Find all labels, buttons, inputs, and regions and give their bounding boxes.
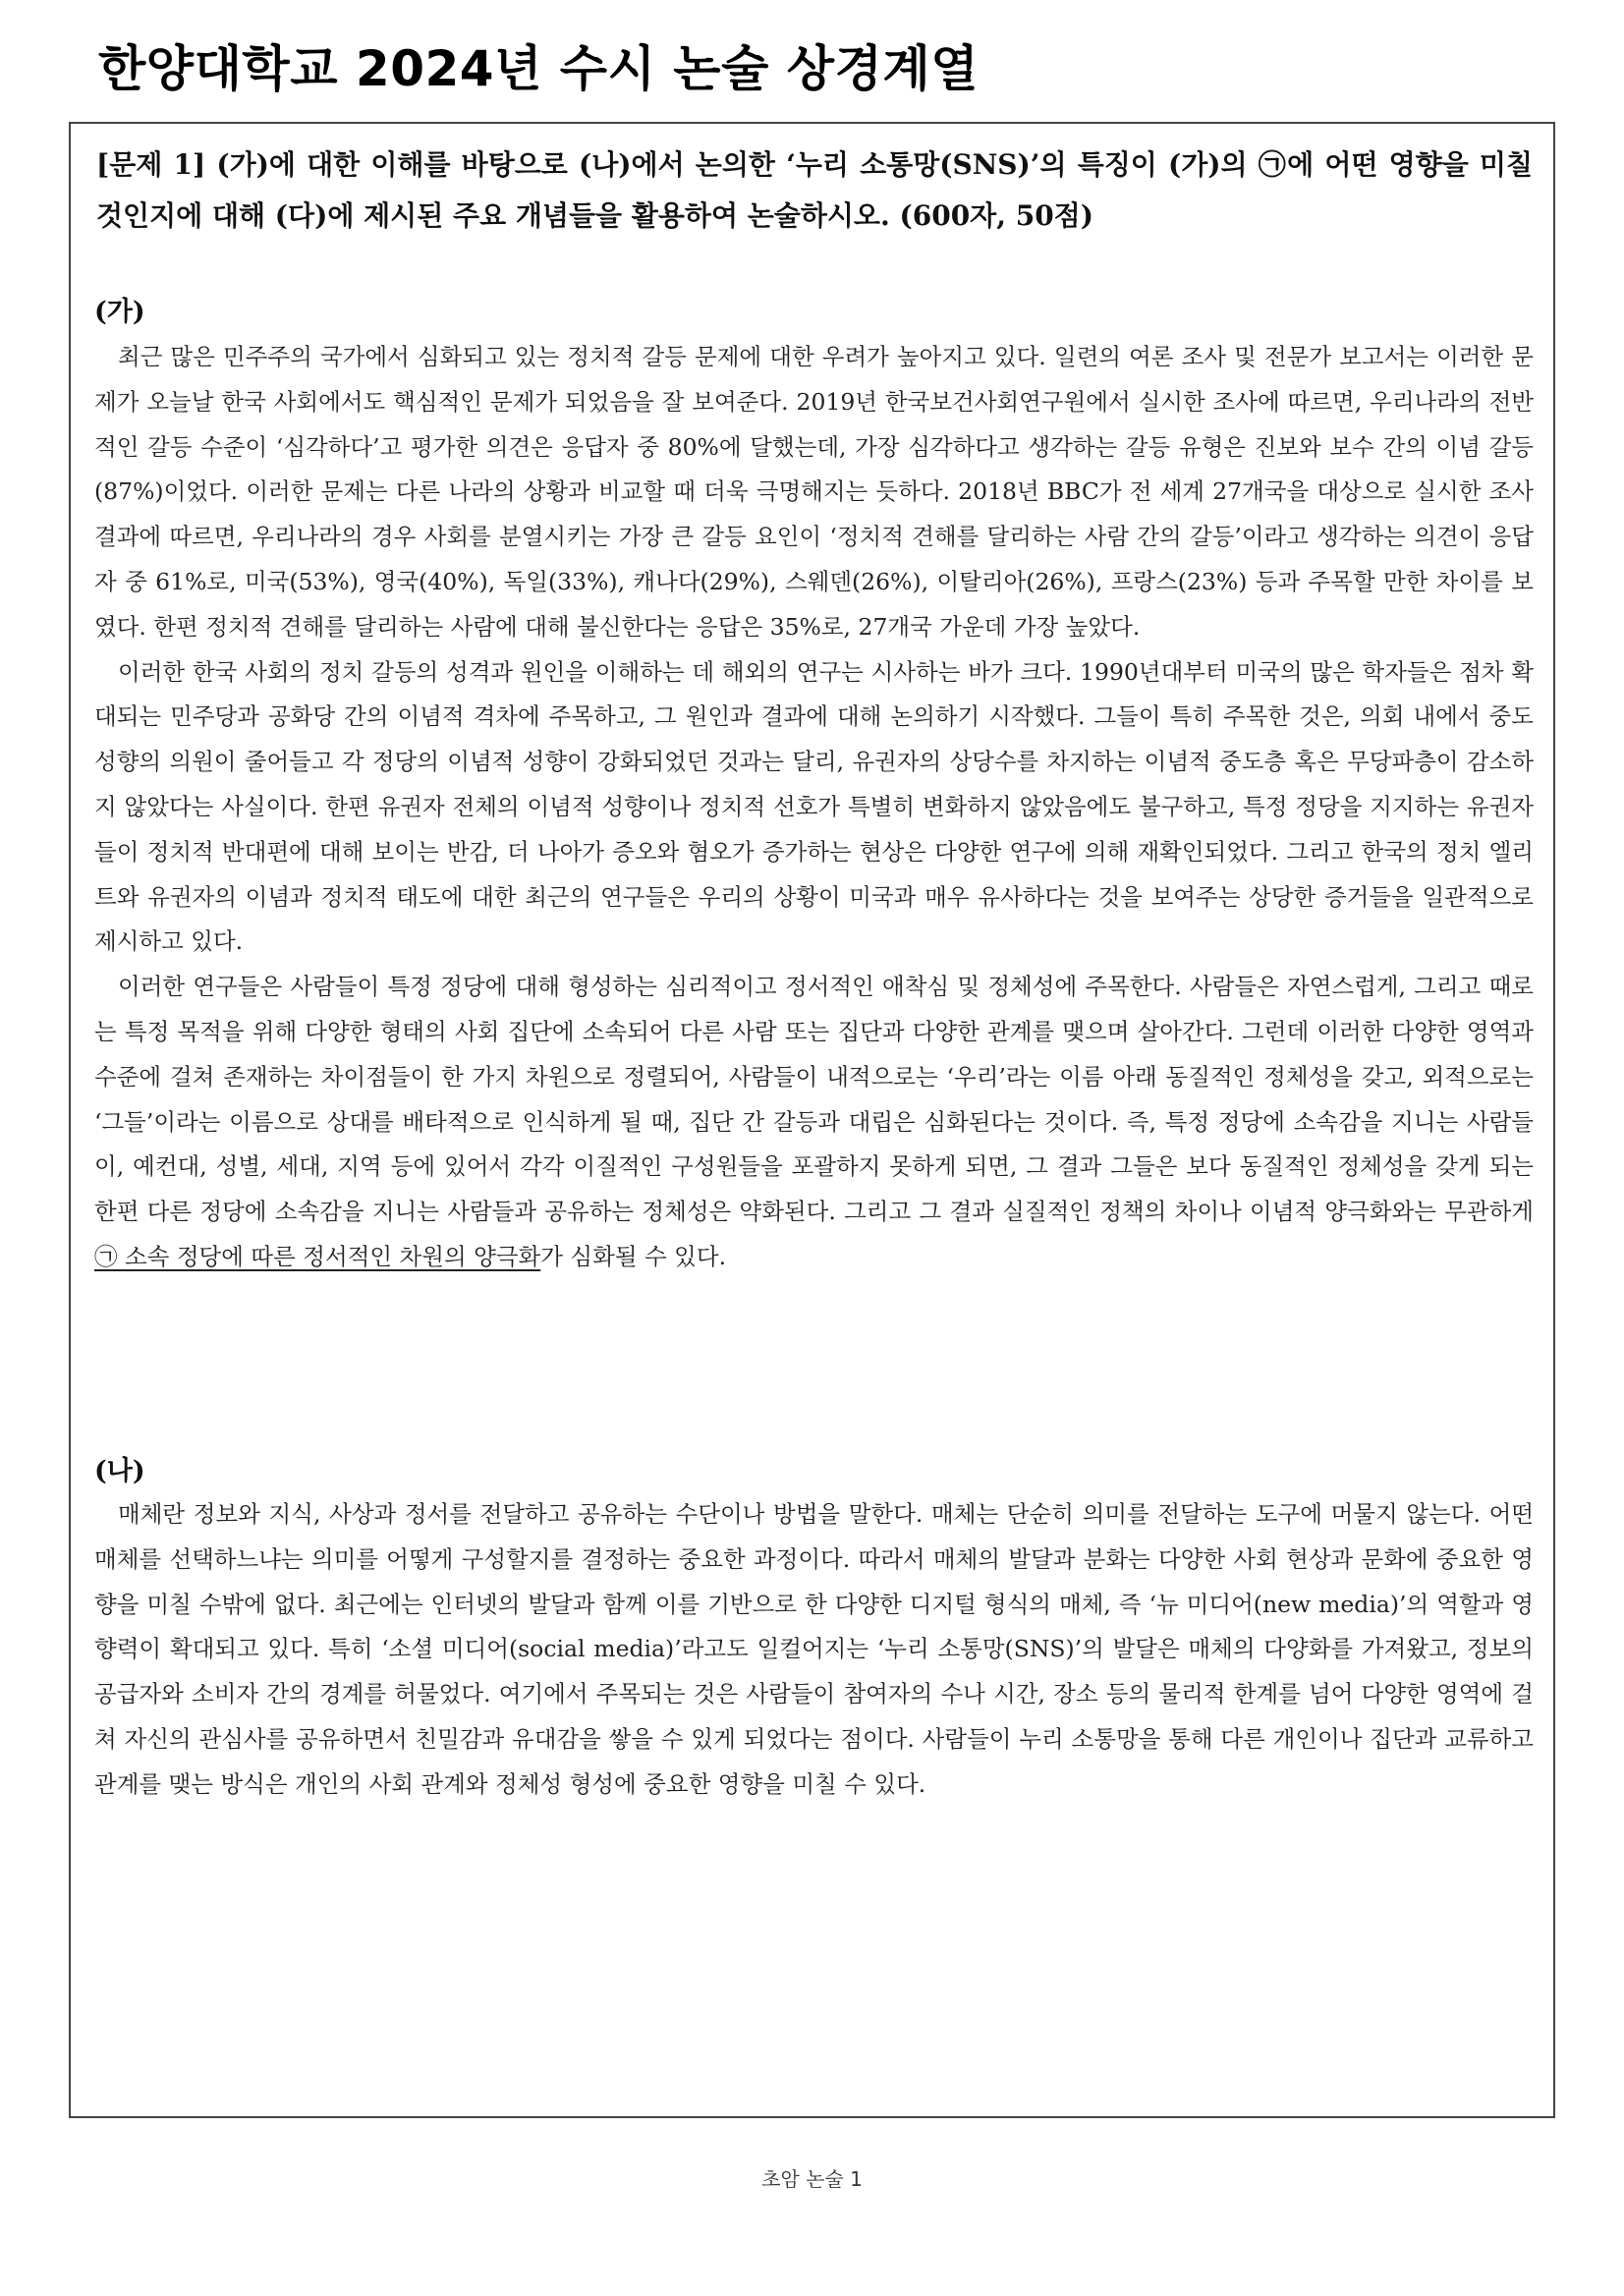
underlined-phrase: ㉠ 소속 정당에 따른 정서적인 차원의 양극화 [94, 1242, 541, 1270]
passage-ga-paragraph-1: 최근 많은 민주주의 국가에서 심화되고 있는 정치적 갈등 문제에 대한 우려가 높아지고 있다. 일련의 여론 조사 및 전문가 보고서는 이러한 문제가 오늘날 한국 사회에서도 핵심적인 문제가 되었음을 잘 보여준다. 2019년 한국보건사회연구원에서 실시한 조사에 따르면, 우리나라의 전반적인 갈등 수준이 ‘심각하다’고 평가한 의견은 응답자 중 80%에 달했는데, 가장 심각하다고 생각하는 갈등 유형은 진보와 보수 간의 이념 갈등(87%)이었다. 이러한 문제는 다른 나라의 상황과 비교할 때 더욱 극명해지는 듯하다. 2018년 BBC가 전 세계 27개국을 대상으로 실시한 조사 결과에 따르면, 우리나라의 경우 사회를 분열시키는 가장 큰 갈등 요인이 ‘정치적 견해를 달리하는 사람 간의 갈등’이라고 생각하는 의견이 응답자 중 61%로, 미국(53%), 영국(40%), 독일(33%), 캐나다(29%), 스웨덴(26%), 이탈리아(26%), 프랑스(23%) 등과 주목할 만한 차이를 보였다. 한편 정치적 견해를 달리하는 사람에 대해 불신한다는 응답은 35%로, 27개국 가운데 가장 높았다. [94, 343, 1534, 641]
passage-na-paragraph-1: 매체란 정보와 지식, 사상과 정서를 전달하고 공유하는 수단이나 방법을 말한다. 매체는 단순히 의미를 전달하는 도구에 머물지 않는다. 어떤 매체를 선택하느냐는 의미를 어떻게 구성할지를 결정하는 중요한 과정이다. 따라서 매체의 발달과 분화는 다양한 사회 현상과 문화에 중요한 영향을 미칠 수밖에 없다. 최근에는 인터넷의 발달과 함께 이를 기반으로 한 다양한 디지털 형식의 매체, 즉 ‘뉴 미디어(new media)’의 역할과 영향력이 확대되고 있다. 특히 ‘소셜 미디어(social media)’라고도 일컬어지는 ‘누리 소통망(SNS)’의 발달은 매체의 다양화를 가져왔고, 정보의 공급자와 소비자 간의 경계를 허물었다. 여기에서 주목되는 것은 사람들이 참여자의 수나 시간, 장소 등의 물리적 한계를 넘어 다양한 영역에 걸쳐 자신의 관심사를 공유하면서 친밀감과 유대감을 쌓을 수 있게 되었다는 점이다. 사람들이 누리 소통망을 통해 다른 개인이나 집단과 교류하고 관계를 맺는 방식은 개인의 사회 관계와 정체성 형성에 중요한 영향을 미칠 수 있다. [94, 1500, 1534, 1798]
section-label-ga: (가) [94, 297, 145, 327]
passage-ga [94, 335, 1534, 1280]
passage-ga-paragraph-3 [94, 965, 1534, 1280]
passage-ga-paragraph-2: 이러한 한국 사회의 정치 갈등의 성격과 원인을 이해하는 데 해외의 연구는 시사하는 바가 크다. 1990년대부터 미국의 많은 학자들은 점차 확대되는 민주당과 공화당 간의 이념적 격차에 주목하고, 그 원인과 결과에 대해 논의하기 시작했다. 그들이 특히 주목한 것은, 의회 내에서 중도 성향의 의원이 줄어들고 각 정당의 이념적 성향이 강화되었던 것과는 달리, 유권자의 상당수를 차지하는 이념적 중도층 혹은 무당파층이 감소하지 않았다는 사실이다. 한편 유권자 전체의 이념적 성향이나 정치적 선호가 특별히 변화하지 않았음에도 불구하고, 특정 정당을 지지하는 유권자들이 정치적 반대편에 대해 보이는 반감, 더 나아가 증오와 혐오가 증가하는 현상은 다양한 연구에 의해 재확인되었다. 그리고 한국의 정치 엘리트와 유권자의 이념과 정치적 태도에 대한 최근의 연구들은 우리의 상황이 미국과 매우 유사하다는 것을 보여주는 상당한 증거들을 일관적으로 제시하고 있다. [94, 657, 1534, 956]
passage-na [94, 1492, 1534, 1808]
passage-ga-paragraph-3-end: 가 심화될 수 있다. [540, 1242, 727, 1270]
passage-ga-paragraph-3-text: 이러한 연구들은 사람들이 특정 정당에 대해 형성하는 심리적이고 정서적인 애착심 및 정체성에 주목한다. 사람들은 자연스럽게, 그리고 때로는 특정 목적을 위해 다양한 형태의 사회 집단에 소속되어 다른 사람 또는 집단과 다양한 관계를 맺으며 살아간다. 그런데 이러한 다양한 영역과 수준에 걸쳐 존재하는 차이점들이 한 가지 차원으로 정렬되어, 사람들이 내적으로는 ‘우리’라는 이름 아래 동질적인 정체성을 갖고, 외적으로는 ‘그들’이라는 이름으로 상대를 배타적으로 인식하게 될 때, 집단 간 갈등과 대립은 심화된다는 것이다. 즉, 특정 정당에 소속감을 지니는 사람들이, 예컨대, 성별, 세대, 지역 등에 있어서 각각 이질적인 구성원들을 포괄하지 못하게 되면, 그 결과 그들은 보다 동질적인 정체성을 갖게 되는 한편 다른 정당에 소속감을 지니는 사람들과 공유하는 정체성은 약화된다. 그리고 그 결과 실질적인 정책의 차이나 이념적 양극화와는 무관하게 [94, 973, 1534, 1226]
page-title: 한양대학교 2024년 수시 논술 상경계열 [98, 40, 979, 97]
section-label-na: (나) [94, 1456, 145, 1486]
question-prompt: [문제 1] (가)에 대한 이해를 바탕으로 (나)에서 논의한 ‘누리 소통망(SNS)’의 특징이 (가)의 ㉠에 어떤 영향을 미칠 것인지에 대해 (다)에 제시된 주요 개념들을 활용하여 논술하시오. (600자, 50점) [96, 148, 1533, 232]
page-footer: 초암 논술 1 [761, 2167, 863, 2191]
